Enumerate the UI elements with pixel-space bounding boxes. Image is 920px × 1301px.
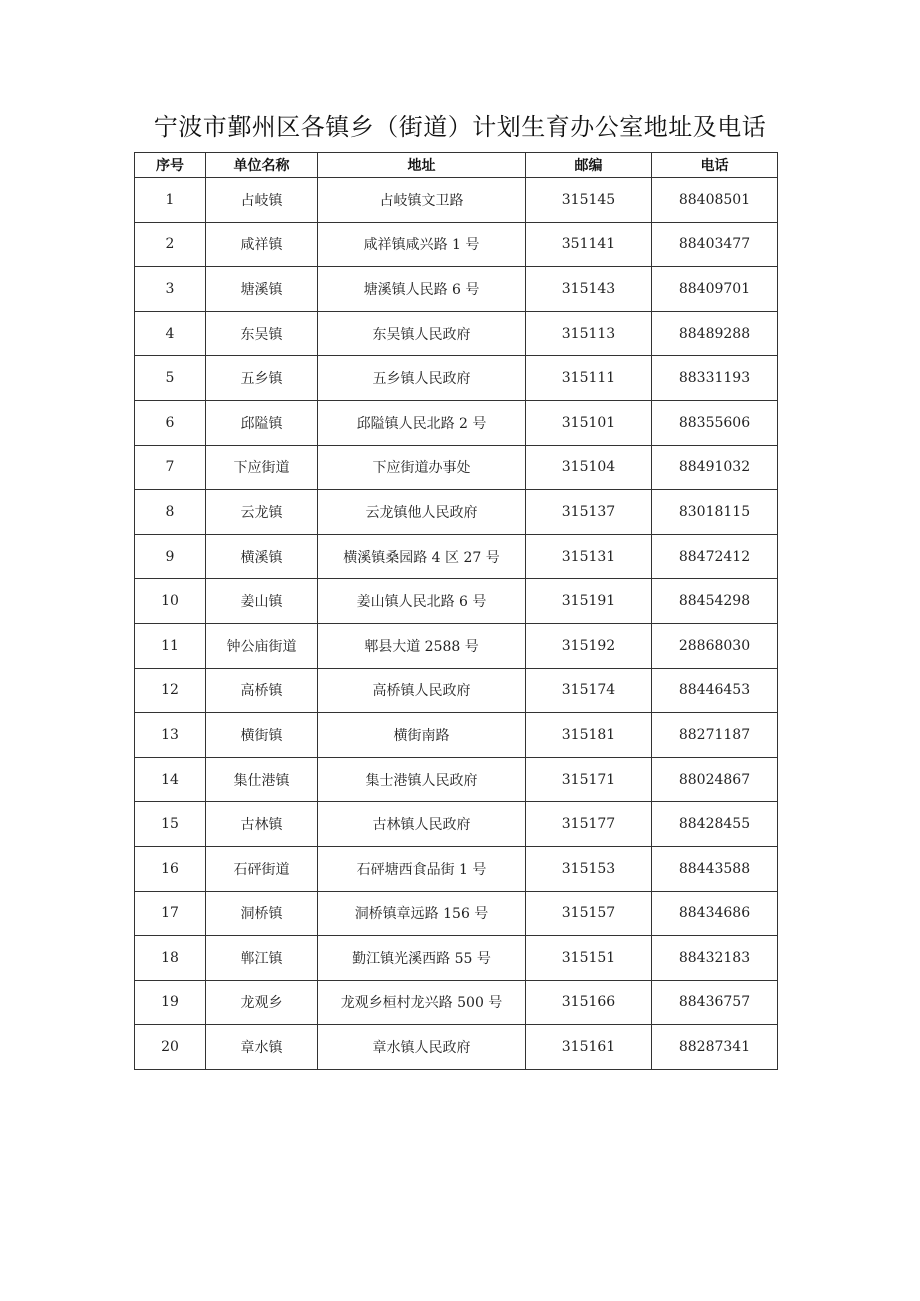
cell-unit-name: 云龙镇 — [206, 490, 318, 535]
cell-postcode: 315192 — [526, 623, 652, 668]
cell-unit-name: 横溪镇 — [206, 534, 318, 579]
cell-phone: 88491032 — [652, 445, 778, 490]
cell-address: 集士港镇人民政府 — [318, 757, 526, 802]
table-row — [135, 579, 778, 624]
cell-index: 11 — [135, 623, 206, 668]
cell-postcode: 315157 — [526, 891, 652, 936]
cell-index: 15 — [135, 802, 206, 847]
cell-address: 高桥镇人民政府 — [318, 668, 526, 713]
cell-unit-name: 高桥镇 — [206, 668, 318, 713]
cell-phone: 88403477 — [652, 222, 778, 267]
table-row — [135, 534, 778, 579]
cell-address: 章水镇人民政府 — [318, 1025, 526, 1070]
cell-address: 占岐镇文卫路 — [318, 178, 526, 223]
cell-address: 云龙镇他人民政府 — [318, 490, 526, 535]
cell-unit-name: 石砰街道 — [206, 846, 318, 891]
header-row — [135, 153, 778, 178]
cell-address: 姜山镇人民北路 6 号 — [318, 579, 526, 624]
cell-phone: 88331193 — [652, 356, 778, 401]
table-row — [135, 311, 778, 356]
cell-postcode: 315177 — [526, 802, 652, 847]
table-row — [135, 178, 778, 223]
cell-unit-name: 集仕港镇 — [206, 757, 318, 802]
cell-index: 10 — [135, 579, 206, 624]
cell-postcode: 315104 — [526, 445, 652, 490]
cell-address: 古林镇人民政府 — [318, 802, 526, 847]
cell-index: 7 — [135, 445, 206, 490]
table-row — [135, 267, 778, 312]
cell-postcode: 315111 — [526, 356, 652, 401]
cell-index: 4 — [135, 311, 206, 356]
cell-phone: 88489288 — [652, 311, 778, 356]
cell-phone: 83018115 — [652, 490, 778, 535]
cell-unit-name: 横街镇 — [206, 713, 318, 758]
cell-index: 2 — [135, 222, 206, 267]
table-body — [135, 178, 778, 1070]
table-row — [135, 980, 778, 1025]
cell-index: 18 — [135, 936, 206, 981]
cell-unit-name: 姜山镇 — [206, 579, 318, 624]
cell-postcode: 315143 — [526, 267, 652, 312]
cell-postcode: 315166 — [526, 980, 652, 1025]
cell-address: 横溪镇桑园路 4 区 27 号 — [318, 534, 526, 579]
header-unit-name: 单位名称 — [206, 153, 318, 178]
cell-address: 洞桥镇章远路 156 号 — [318, 891, 526, 936]
cell-index: 9 — [135, 534, 206, 579]
cell-postcode: 315171 — [526, 757, 652, 802]
cell-phone: 88408501 — [652, 178, 778, 223]
table-row — [135, 846, 778, 891]
cell-index: 3 — [135, 267, 206, 312]
cell-postcode: 315174 — [526, 668, 652, 713]
cell-unit-name: 龙观乡 — [206, 980, 318, 1025]
cell-unit-name: 章水镇 — [206, 1025, 318, 1070]
cell-index: 1 — [135, 178, 206, 223]
cell-index: 14 — [135, 757, 206, 802]
table-row — [135, 1025, 778, 1070]
table-row — [135, 445, 778, 490]
table-row — [135, 757, 778, 802]
cell-postcode: 315181 — [526, 713, 652, 758]
cell-address: 勤江镇光溪西路 55 号 — [318, 936, 526, 981]
cell-phone: 88271187 — [652, 713, 778, 758]
cell-phone: 88436757 — [652, 980, 778, 1025]
cell-index: 20 — [135, 1025, 206, 1070]
cell-unit-name: 洞桥镇 — [206, 891, 318, 936]
header-index: 序号 — [135, 153, 206, 178]
cell-unit-name: 五乡镇 — [206, 356, 318, 401]
table-row — [135, 400, 778, 445]
cell-postcode: 315161 — [526, 1025, 652, 1070]
cell-address: 邱隘镇人民北路 2 号 — [318, 400, 526, 445]
cell-unit-name: 钟公庙街道 — [206, 623, 318, 668]
cell-postcode: 315101 — [526, 400, 652, 445]
cell-phone: 88024867 — [652, 757, 778, 802]
table-row — [135, 490, 778, 535]
cell-index: 5 — [135, 356, 206, 401]
cell-address: 下应街道办事处 — [318, 445, 526, 490]
cell-unit-name: 下应街道 — [206, 445, 318, 490]
table-row — [135, 356, 778, 401]
cell-address: 石砰塘西食品街 1 号 — [318, 846, 526, 891]
cell-address: 咸祥镇咸兴路 1 号 — [318, 222, 526, 267]
table-row — [135, 802, 778, 847]
cell-index: 6 — [135, 400, 206, 445]
cell-postcode: 315137 — [526, 490, 652, 535]
cell-unit-name: 东吴镇 — [206, 311, 318, 356]
cell-address: 郫县大道 2588 号 — [318, 623, 526, 668]
cell-address: 五乡镇人民政府 — [318, 356, 526, 401]
cell-phone: 88446453 — [652, 668, 778, 713]
cell-index: 12 — [135, 668, 206, 713]
cell-phone: 88472412 — [652, 534, 778, 579]
cell-unit-name: 咸祥镇 — [206, 222, 318, 267]
cell-index: 8 — [135, 490, 206, 535]
header-address: 地址 — [318, 153, 526, 178]
cell-phone: 88432183 — [652, 936, 778, 981]
cell-phone: 88287341 — [652, 1025, 778, 1070]
cell-address: 龙观乡桓村龙兴路 500 号 — [318, 980, 526, 1025]
table-row — [135, 936, 778, 981]
cell-postcode: 315145 — [526, 178, 652, 223]
cell-unit-name: 邱隘镇 — [206, 400, 318, 445]
cell-postcode: 315131 — [526, 534, 652, 579]
cell-phone: 88409701 — [652, 267, 778, 312]
cell-phone: 88443588 — [652, 846, 778, 891]
table-row — [135, 623, 778, 668]
cell-postcode: 315153 — [526, 846, 652, 891]
table-row — [135, 668, 778, 713]
cell-unit-name: 塘溪镇 — [206, 267, 318, 312]
cell-unit-name: 占岐镇 — [206, 178, 318, 223]
cell-index: 16 — [135, 846, 206, 891]
cell-index: 13 — [135, 713, 206, 758]
cell-phone: 88434686 — [652, 891, 778, 936]
cell-phone: 88355606 — [652, 400, 778, 445]
cell-index: 19 — [135, 980, 206, 1025]
cell-postcode: 315191 — [526, 579, 652, 624]
cell-phone: 88454298 — [652, 579, 778, 624]
table-row — [135, 222, 778, 267]
table-row — [135, 713, 778, 758]
cell-postcode: 351141 — [526, 222, 652, 267]
cell-postcode: 315151 — [526, 936, 652, 981]
page-title: 宁波市鄞州区各镇乡（街道）计划生育办公室地址及电话 — [153, 113, 767, 141]
cell-address: 横街南路 — [318, 713, 526, 758]
cell-address: 塘溪镇人民路 6 号 — [318, 267, 526, 312]
cell-unit-name: 郸江镇 — [206, 936, 318, 981]
table-row — [135, 891, 778, 936]
header-phone: 电话 — [652, 153, 778, 178]
contacts-table — [134, 152, 778, 1070]
cell-unit-name: 古林镇 — [206, 802, 318, 847]
cell-phone: 28868030 — [652, 623, 778, 668]
cell-index: 17 — [135, 891, 206, 936]
cell-address: 东吴镇人民政府 — [318, 311, 526, 356]
cell-phone: 88428455 — [652, 802, 778, 847]
header-postcode: 邮编 — [526, 153, 652, 178]
cell-postcode: 315113 — [526, 311, 652, 356]
